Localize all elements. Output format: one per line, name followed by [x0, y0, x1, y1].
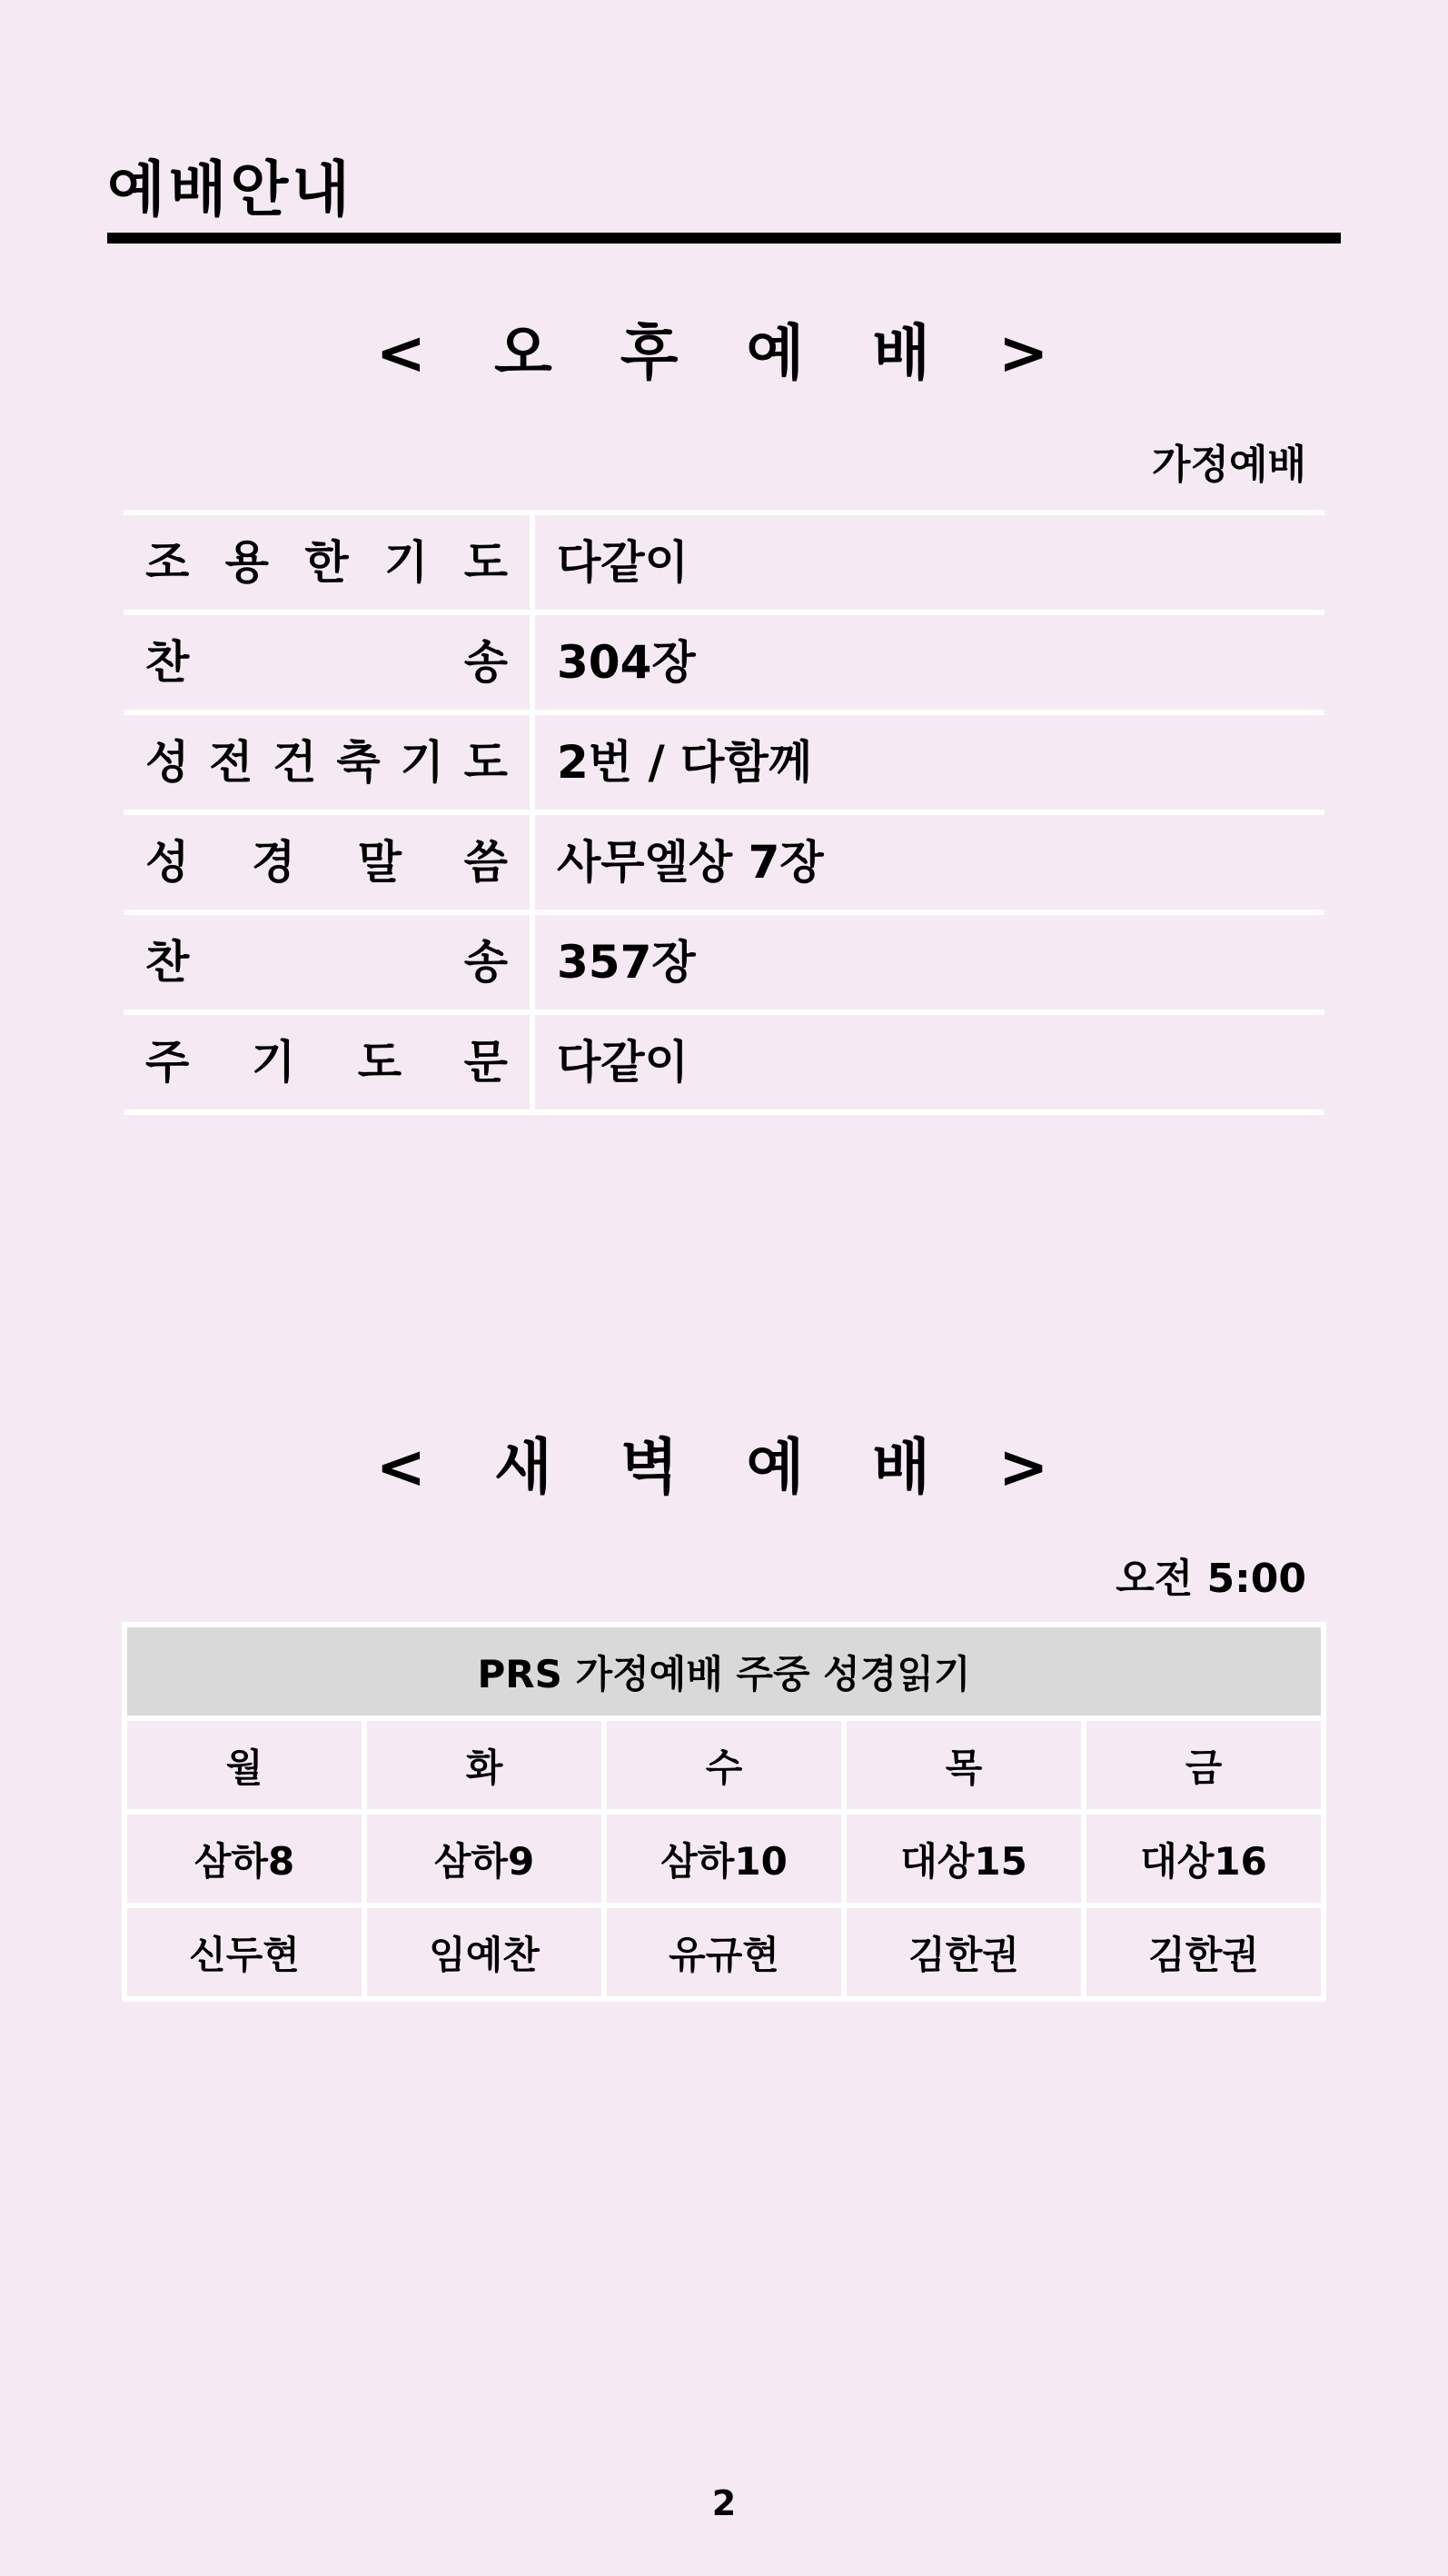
day-cell: 수 — [604, 1718, 844, 1812]
order-label: 성 경 말 씀 — [124, 815, 535, 910]
reading-cell: 삼하10 — [604, 1812, 844, 1905]
order-row — [124, 910, 1324, 1010]
reading-cell: 대상15 — [844, 1812, 1084, 1905]
order-row — [124, 610, 1324, 710]
order-value: 304장 — [557, 636, 696, 689]
dawn-service-time: 오전 5:00 — [1116, 1556, 1306, 1602]
day-cell: 화 — [364, 1718, 604, 1812]
order-row — [124, 710, 1324, 810]
day-row — [124, 1718, 1324, 1812]
day-cell: 금 — [1084, 1718, 1324, 1812]
leader-row — [124, 1905, 1324, 1999]
weekday-reading-table — [122, 1622, 1326, 2002]
order-row — [124, 1010, 1324, 1115]
dawn-service-heading: < 새 벽 예 배 > — [375, 1432, 1073, 1502]
leader-cell: 김한권 — [844, 1905, 1084, 1999]
order-value: 사무엘상 7장 — [557, 836, 824, 889]
order-label: 성 전 건 축 기 도 — [124, 715, 535, 810]
page-number: 2 — [711, 2483, 737, 2523]
reading-cell: 삼하8 — [124, 1812, 364, 1905]
day-cell: 월 — [124, 1718, 364, 1812]
table-header-row — [124, 1625, 1324, 1718]
reading-cell: 대상16 — [1084, 1812, 1324, 1905]
page-title: 예배안내 — [107, 154, 354, 224]
reading-row — [124, 1812, 1324, 1905]
leader-cell: 임예찬 — [364, 1905, 604, 1999]
order-value: 2번 / 다함께 — [557, 736, 813, 789]
afternoon-order-table — [124, 510, 1324, 1115]
title-underline — [107, 233, 1341, 244]
reading-table-title: PRS 가정예배 주중 성경읽기 — [124, 1625, 1324, 1718]
order-value: 357장 — [557, 936, 696, 989]
order-label: 주 기 도 문 — [124, 1015, 535, 1109]
afternoon-service-heading: < 오 후 예 배 > — [375, 318, 1073, 388]
order-label: 찬 송 — [124, 615, 535, 710]
order-value: 다같이 — [557, 1036, 689, 1089]
leader-cell: 유규현 — [604, 1905, 844, 1999]
leader-cell: 김한권 — [1084, 1905, 1324, 1999]
afternoon-service-note: 가정예배 — [1151, 442, 1306, 488]
day-cell: 목 — [844, 1718, 1084, 1812]
reading-cell: 삼하9 — [364, 1812, 604, 1905]
order-label: 조 용 한 기 도 — [124, 515, 535, 610]
order-row — [124, 810, 1324, 910]
order-label: 찬 송 — [124, 915, 535, 1010]
order-value: 다같이 — [557, 536, 689, 589]
order-row — [124, 510, 1324, 610]
leader-cell: 신두현 — [124, 1905, 364, 1999]
